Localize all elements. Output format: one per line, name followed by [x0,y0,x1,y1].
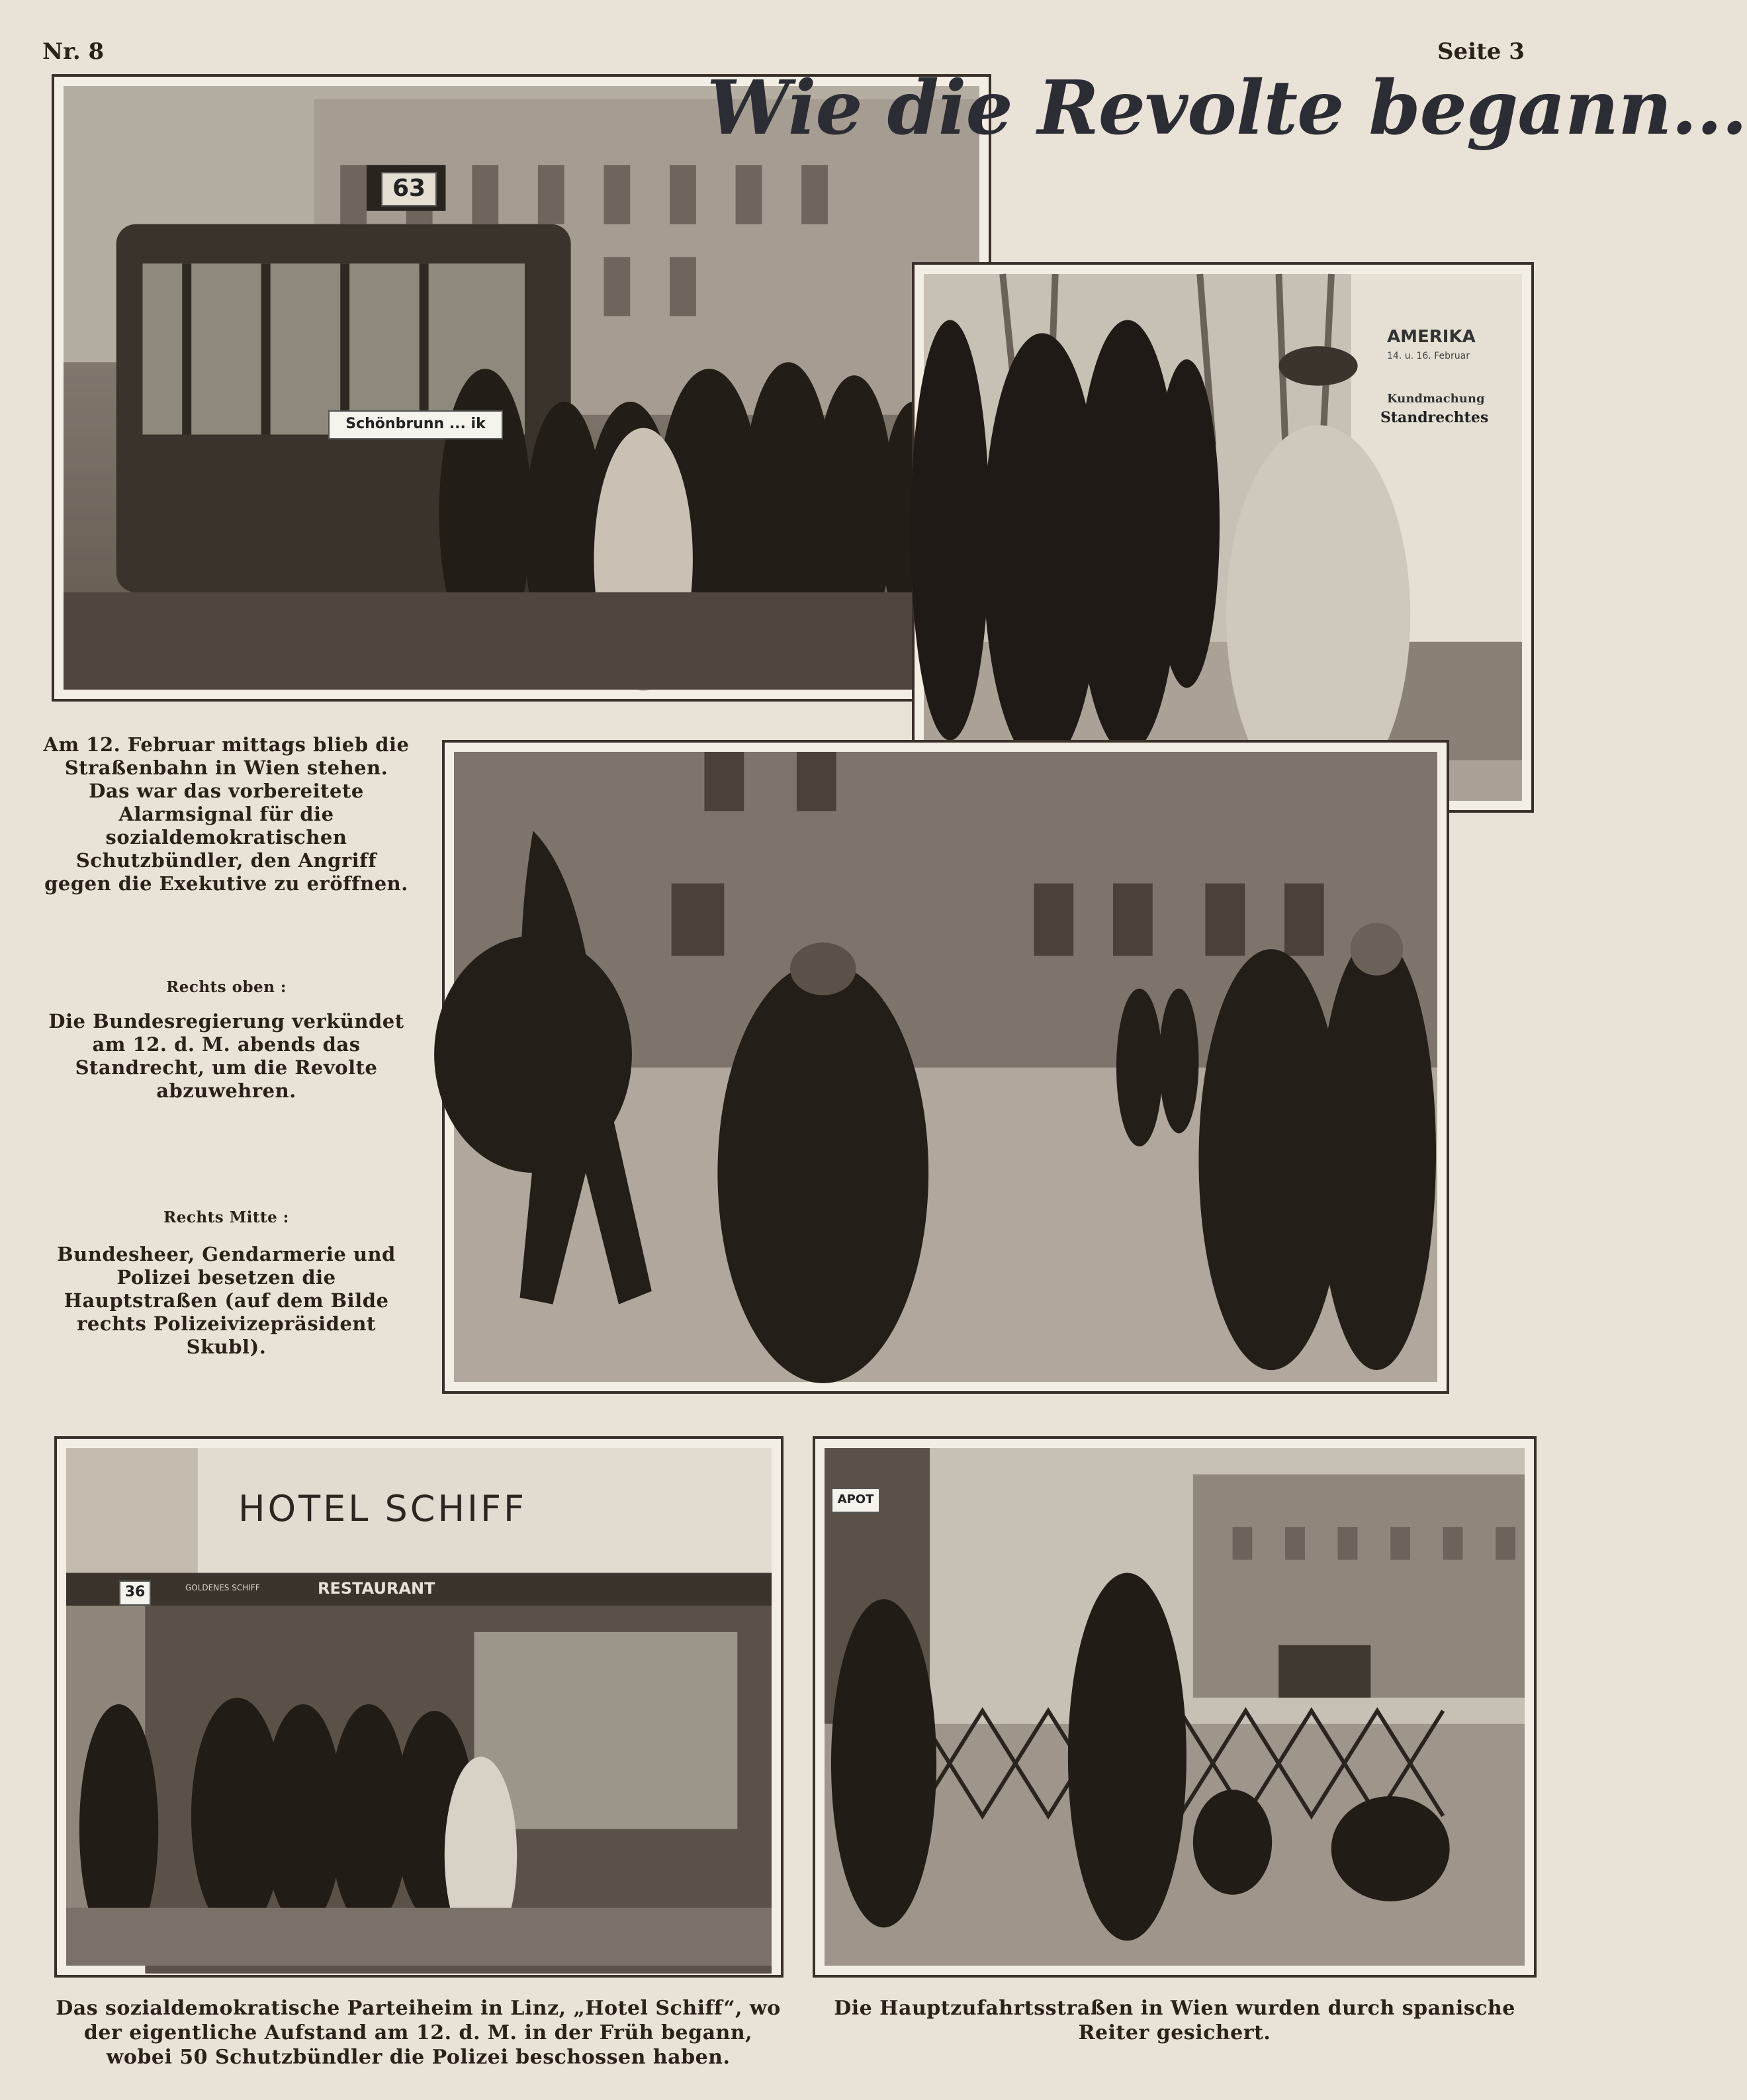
caption-right-middle: Bundesheer, Gendarmerie und Polizei besetzen die Hauptstraßen (auf dem Bilde rechts Polizeivizepräsident Skubl). [57,1243,396,1358]
poster-line-kundmachung: Kundmachung [1387,392,1485,406]
caption-barrier: Die Hauptzufahrtsstraßen in Wien wurden durch spanische Reiter gesichert. [834,1997,1515,2044]
issue-number: Nr. 8 [42,38,105,65]
caption-hotel-schiff: Das sozialdemokratische Parteiheim in Linz, „Hotel Schiff“, wo der eigentliche Aufstand am 12. d. M. in der Früh begann, wobei 50 Schutzbündler die Polizei beschossen haben. [56,1997,781,2069]
photo-police-street [442,740,1449,1394]
shop-sign: APOT [831,1488,880,1513]
poster-line-amerika: AMERIKA [1387,327,1476,347]
photo-hotel-schiff [54,1436,784,1978]
caption-right-top-label: Rechts oben : [166,978,287,996]
caption-tram: Am 12. Februar mittags blieb die Straßenbahn in Wien stehen. Das war das vorbereitete Alarmsignal für die sozialdemokratischen Schutzbündler, den Angriff gegen die Exekutive zu eröffnen. [43,733,410,895]
page-title: Wie die Revolte begann... [707,65,1747,152]
photo-proclamation [912,262,1534,813]
poster-line-dates: 14. u. 16. Februar [1387,351,1470,361]
caption-right-middle-label: Rechts Mitte : [163,1209,289,1226]
tram-route-number: 63 [381,172,437,206]
caption-right-top: Die Bundesregierung verkündet am 12. d. M. abends das Standrecht, um die Revolte abzuwehren. [48,1010,404,1102]
house-number: 36 [119,1580,151,1606]
goldenes-schiff-sign: GOLDENES SCHIFF [185,1583,260,1592]
tram-destination-sign: Schönbrunn ... ik [328,410,503,439]
photo-barrier [813,1436,1537,1978]
poster-line-standrechtes: Standrechtes [1380,409,1489,426]
page-number: Seite 3 [1437,38,1525,65]
photo-tram [52,74,991,702]
restaurant-sign: RESTAURANT [318,1579,435,1598]
hotel-sign: HOTEL SCHIFF [238,1488,527,1529]
